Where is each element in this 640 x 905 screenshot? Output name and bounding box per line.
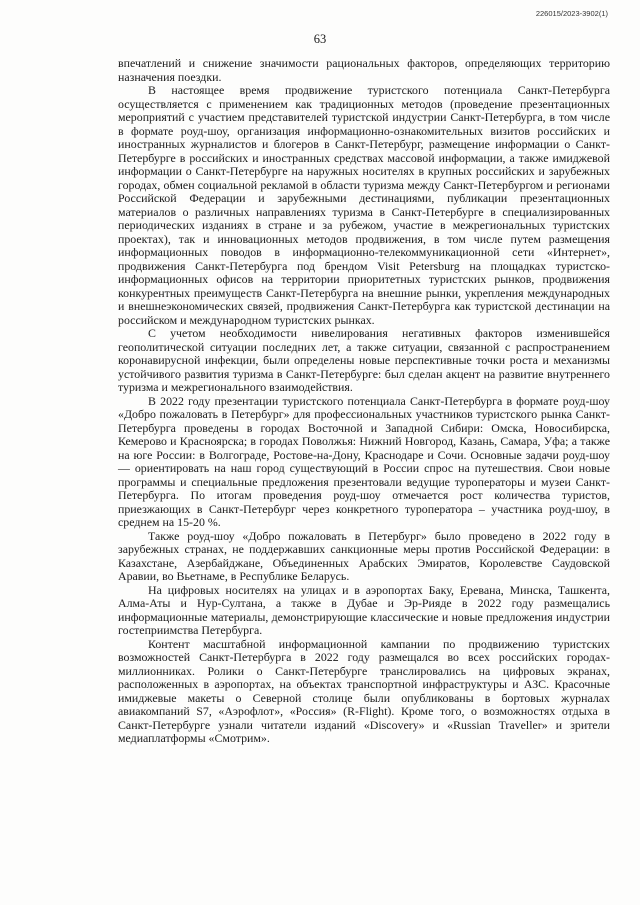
paragraph: С учетом необходимости нивелирования негативных факторов изменившейся геополитической ситуации последних лет, а также ситуации, связанной с распространением коронавирусной инфекции, были определены новые перспективные точки роста и механизмы устойчивого развития туризма в Санкт-Петербурге: был сделан акцент на развитие внутреннего туризма и межрегионального взаимодействия. <box>118 326 610 394</box>
paragraph: Также роуд-шоу «Добро пожаловать в Петербург» было проведено в 2022 году в зарубежных странах, не поддержавших санкционные меры против Российской Федерации: в Казахстане, Азербайджане, Объединенных Арабских Эмиратов, Королевстве Саудовской Аравии, во Вьетнаме, в Республике Беларусь. <box>118 528 610 583</box>
paragraph: В 2022 году презентации туристского потенциала Санкт-Петербурга в формате роуд-шоу «Добро пожаловать в Петербург» для профессиональных участников туристского рынка Санкт-Петербурга проведены в городах Восточной и Западной Сибири: Омска, Новосибирска, Кемерово и Красноярска; в городах Поволжья: Нижний Новгород, Казань, Самара, Уфа; а также на юге России: в Волгограде, Ростове-на-Дону, Краснодаре и Сочи. Основные задачи роуд-шоу — ориентировать на наш город существующий в России спрос на путешествия. Свои новые программы и специальные предложения презентовали ведущие туроператоры и музеи Санкт-Петербурга. По итогам проведения роуд-шоу отмечается рост количества туристов, приезжающих в Санкт-Петербург через конкретного туроператора – участника роуд-шоу, в среднем на 15-20 %. <box>118 393 610 529</box>
paragraph: В настоящее время продвижение туристского потенциала Санкт-Петербурга осуществляется с применением как традиционных методов (проведение презентационных мероприятий с участием представителей туристской индустрии Санкт-Петербурга, в том числе в формате роуд-шоу, организация информационно-ознакомительных визитов российских и иностранных журналистов и блогеров в Санкт-Петербург, размещение информации о Санкт-Петербурге в российских и иностранных средствах массовой информации, а также имиджевой информации о Санкт-Петербурге на наружных носителях в крупных российских и зарубежных городах, обмен социальной рекламой в области туризма между Санкт-Петербургом и регионами Российской Федерации и зарубежными дестинациями, публикации презентационных материалов о различных направлениях туризма в Санкт-Петербурге в специализированных периодических изданиях в стране и за рубежом, участие в межрегиональных туристских проектах), так и инновационных методов продвижения, в том числе путем размещения информационных поводов в информационно-телекоммуникационной сети «Интернет», продвижения Санкт-Петербурга под брендом Visit Petersburg на площадках туристско-информационных офисов на территории приоритетных туристских рынков, продвижения конкурентных преимуществ Санкт-Петербурга на внешние рынки, укрепления международных и внешнеэкономических связей, продвижения Санкт-Петербурга как туристской дестинации на российском и международном туристских рынках. <box>118 83 610 327</box>
document-id: 226015/2023-3902(1) <box>535 9 608 18</box>
paragraph: Контент масштабной информационной кампании по продвижению туристских возможностей Санкт-Петербурга в 2022 году размещался во всех российских городах-миллионниках. Ролики о Санкт-Петербурге транслировались на цифровых экранах, расположенных в аэропортах, на объектах транспортной инфраструктуры и АЗС. Красочные имиджевые макеты о Северной столице были опубликованы в бортовых журналах авиакомпаний S7, «Аэрофлот», «Россия» (R-Flight). Кроме того, о возможностях отдыха в Санкт-Петербурге узнали читатели изданий «Discovery» и «Russian Traveller» и зрители медиаплатформы «Смотрим». <box>118 636 610 745</box>
paragraph: На цифровых носителях на улицах и в аэропортах Баку, Еревана, Минска, Ташкента, Алма-Аты и Нур-Султана, а также в Дубае и Эр-Рияде в 2022 году размещались информационные материалы, демонстрирующие классические и новые предложения индустрии гостеприимства Петербурга. <box>118 582 610 637</box>
paragraph: впечатлений и снижение значимости рациональных факторов, определяющих территорию назначения поездки. <box>118 56 610 84</box>
page-number: 63 <box>313 32 327 46</box>
document-body <box>118 57 610 746</box>
